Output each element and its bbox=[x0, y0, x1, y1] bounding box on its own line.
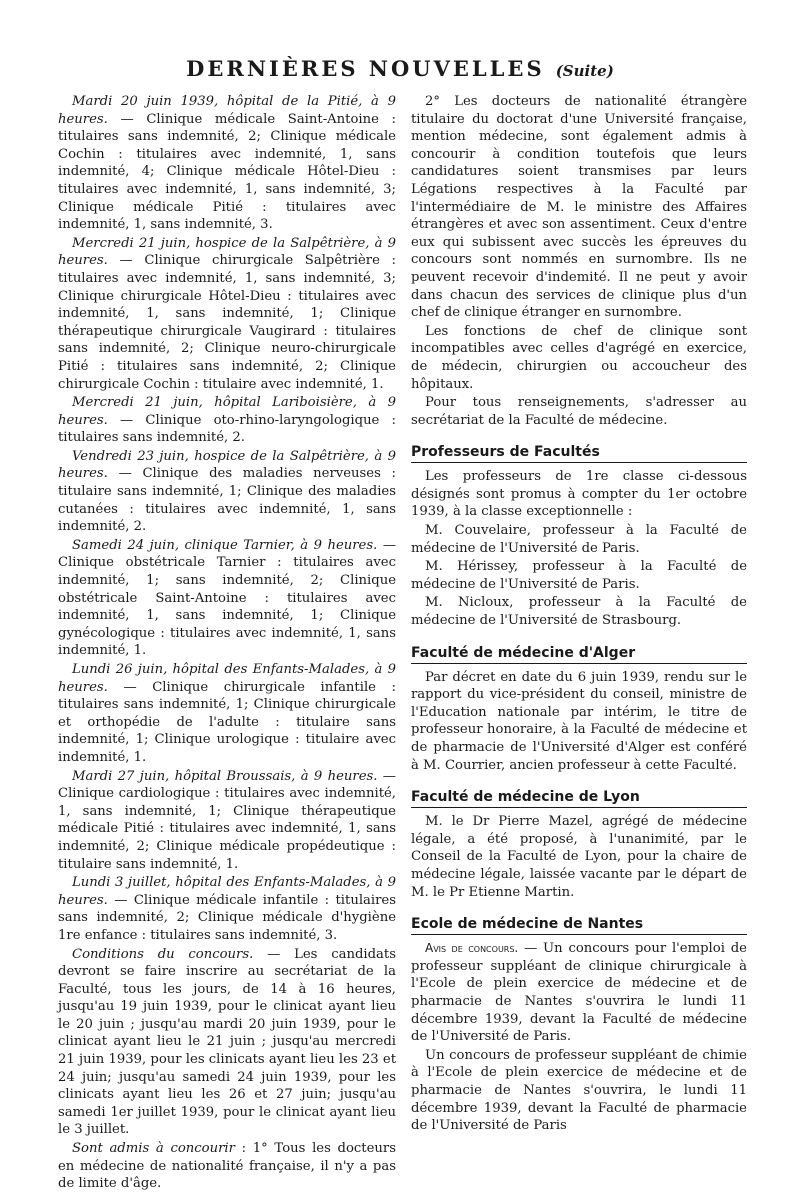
paragraph: Les fonctions de chef de clinique sont incompatibles avec celles d'agrégé en exercice, de médecin, chirurgien ou accoucheur des hôpitaux. bbox=[411, 323, 747, 392]
paragraph bbox=[58, 1140, 396, 1193]
session-text: — Clinique obstétricale Tarnier : titulaires avec indemnité, 1; sans indemnité, 2; Clinique obstétricale Saint-Antoine : titulaires avec indemnité, 1, sans indemnité, 1; Clinique gynécologique : titulaires avec indemnité, 1, sans indemnité, 1. bbox=[58, 537, 396, 659]
paragraph bbox=[58, 661, 396, 767]
section-lyon bbox=[411, 788, 747, 901]
conditions-text: — Les candidats devront se faire inscrire au secrétariat de la Faculté, tous les jours, de 14 à 16 heures, jusqu'au 19 juin 1939, pour le clinicat ayant lieu le 20 juin ; jusqu'au mardi 20 juin 1939, pour le clinicat ayant lieu le 21 juin ; jusqu'au mercredi 21 juin 1939, pour les clinicats ayant lieu les 23 et 24 juin; jusqu'au samedi 24 juin 1939, pour les clinicats ayant lieu les 26 et 27 juin; jusqu'au samedi 1er juillet 1939, pour le clinicat ayant lieu le 3 juillet. bbox=[58, 946, 396, 1138]
section-divider bbox=[411, 663, 747, 664]
notice-text: — Un concours pour l'emploi de professeur suppléant de clinique chirurgicale à l'Ecole de plein exercice de médecine et de pharmacie de Nantes s'ouvrira le lundi 11 décembre 1939, devant la Faculté de médecine de l'Université de Paris. bbox=[411, 941, 747, 1045]
section-divider bbox=[411, 462, 747, 463]
paragraph: Les professeurs de 1re classe ci-dessous désignés sont promus à compter du 1er octobre 1939, à la classe exceptionnelle : bbox=[411, 469, 747, 520]
paragraph bbox=[58, 768, 396, 874]
paragraph: M. le Dr Pierre Mazel, agrégé de médecine légale, a été proposé, à l'unanimité, par le Conseil de la Faculté de Lyon, pour la chaire de médecine légale, laissée vacante par le départ de M. le Pr Etienne Martin. bbox=[411, 814, 747, 900]
notice-label: Avis de concours. bbox=[425, 941, 519, 956]
session-text: — Clinique chirurgicale infantile : titulaires sans indemnité, 1; Clinique chirurgicale et orthopédie de l'adulte : titulaire sans indemnité, 1; Clinique urologique : titulaire avec indemnité, 1. bbox=[58, 679, 396, 765]
paragraph bbox=[58, 394, 396, 447]
paragraph: Un concours de professeur suppléant de chimie à l'Ecole de plein exercice de médecine et de pharmacie de Nantes s'ouvrira, le lundi 11 décembre 1939, devant la Faculté de pharmacie de l'Université de Paris bbox=[411, 1047, 747, 1134]
section-title: Ecole de médecine de Nantes bbox=[411, 916, 644, 933]
session-text: — Clinique des maladies nerveuses : titulaire sans indemnité, 1; Clinique des maladies cutanées : titulaires avec indemnité, 1, sans indemnité, 2. bbox=[58, 466, 396, 535]
section-alger bbox=[411, 644, 747, 775]
session-date: Lundi 3 juillet, hôpital des Enfants-Malades, à 9 heures. bbox=[58, 875, 396, 908]
session-text: — Clinique oto-rhino-laryngologique : titulaires sans indemnité, 2. bbox=[58, 412, 396, 446]
session-text: — Clinique médicale Saint-Antoine : titulaires sans indemnité, 2; Clinique médicale Cochin : titulaires avec indemnité, 1, sans indemnité, 4; Clinique médicale Hôtel-Dieu : titulaires avec indemnité, 1, sans indemnité, 3; Clinique médicale Pitié : titulaires avec indemnité, 1, sans indemnité, 3. bbox=[58, 111, 396, 233]
paragraph bbox=[58, 946, 396, 1140]
session-date: Mardi 20 juin 1939, hôpital de la Pitié, à 9 heures. bbox=[58, 94, 396, 127]
paragraph: M. Nicloux, professeur à la Faculté de médecine de l'Université de Strasbourg. bbox=[411, 595, 747, 629]
paragraph: M. Couvelaire, professeur à la Faculté de médecine de l'Université de Paris. bbox=[411, 523, 747, 556]
paragraph bbox=[58, 235, 396, 393]
paragraph: 2° Les docteurs de nationalité étrangère titulaire du doctorat d'une Université française, mention médecine, sont également admis à concourir à condition toutefois que leurs candidatures soient transmises par leurs Légations respectives à la Faculté par l'intermédiaire de M. le ministre des Affaires étrangères et avec son assentiment. Ceux d'entre eux qui subissent avec succès les épreuves du concours sont nommés en surnombre. Ils ne peuvent recevoir d'indemité. Il ne peut y avoir dans chacun des services de clinique plus d'un chef de clinique étranger en surnombre. bbox=[411, 94, 747, 321]
page-header bbox=[0, 56, 800, 81]
admission-text: : 1° Tous les docteurs en médecine de nationalité française, il n'y a pas de limite d'âge. bbox=[58, 1141, 396, 1192]
session-date: Mardi 27 juin, hôpital Broussais, à 9 heures. bbox=[72, 768, 378, 784]
paragraph bbox=[58, 537, 396, 660]
section-title: Faculté de médecine de Lyon bbox=[411, 789, 640, 806]
section-divider bbox=[411, 934, 747, 935]
session-text: — Clinique cardiologique : titulaires avec indemnité, 1, sans indemnité, 1; Clinique thérapeutique médicale Pitié : titulaires avec indemnité, 1, sans indemnité, 2; Clinique médicale propédeutique : titulaire sans indemnité, 1. bbox=[58, 768, 396, 872]
paragraph: Par décret en date du 6 juin 1939, rendu sur le rapport du vice-président du conseil, ministre de l'Education nationale par intérim, le titre de professeur honoraire, à la Faculté de médecine et de pharmacie de l'Université d'Alger est conféré à M. Courrier, ancien professeur à cette Faculté. bbox=[411, 669, 747, 773]
paragraph bbox=[58, 874, 396, 944]
section-title: Professeurs de Facultés bbox=[411, 444, 600, 461]
page-subtitle: (Suite) bbox=[555, 62, 614, 80]
paragraph bbox=[58, 93, 396, 234]
right-column bbox=[411, 93, 747, 1135]
session-date: Mercredi 21 juin, hospice de la Salpêtrière, à 9 heures. bbox=[58, 235, 396, 269]
page-title: DERNIÈRES NOUVELLES bbox=[186, 56, 545, 81]
section-nantes bbox=[411, 915, 747, 1135]
conditions-label: Conditions du concours. bbox=[72, 946, 254, 962]
section-professeurs bbox=[411, 443, 747, 629]
left-column bbox=[58, 93, 396, 1193]
section-divider bbox=[411, 807, 747, 808]
paragraph: M. Hérissey, professeur à la Faculté de médecine de l'Université de Paris. bbox=[411, 559, 747, 592]
paragraph: Pour tous renseignements, s'adresser au secrétariat de la Faculté de médecine. bbox=[411, 395, 747, 428]
session-text: — Clinique chirurgicale Salpêtrière : titulaires avec indemnité, 1, sans indemnité, 3; Clinique chirurgicale Hôtel-Dieu : titulaires avec indemnité, 1, sans indemnité, 1; Clinique thérapeutique chirurgicale Vaugirard : titulaires sans indemnité, 2; Clinique neuro-chirurgicale Pitié : titulaires sans indemnité, 2; Clinique chirurgicale Cochin : titulaire avec indemnité, 1. bbox=[58, 253, 396, 392]
paragraph bbox=[58, 448, 396, 536]
session-date: Mercredi 21 juin, hôpital Lariboisière, à 9 heures. bbox=[58, 395, 396, 428]
session-text: — Clinique médicale infantile : titulaires sans indemnité, 2; Clinique médicale d'hygiène 1re enfance : titulaires sans indemnité, 3. bbox=[58, 892, 396, 943]
admission-label: Sont admis à concourir bbox=[72, 1141, 235, 1157]
session-date: Vendredi 23 juin, hospice de la Salpêtrière, à 9 heures. bbox=[58, 448, 396, 482]
session-date: Samedi 24 juin, clinique Tarnier, à 9 heures. bbox=[72, 537, 378, 553]
section-title: Faculté de médecine d'Alger bbox=[411, 644, 636, 661]
paragraph bbox=[411, 940, 747, 1046]
session-date: Lundi 26 juin, hôpital des Enfants-Malades, à 9 heures. bbox=[58, 662, 396, 695]
